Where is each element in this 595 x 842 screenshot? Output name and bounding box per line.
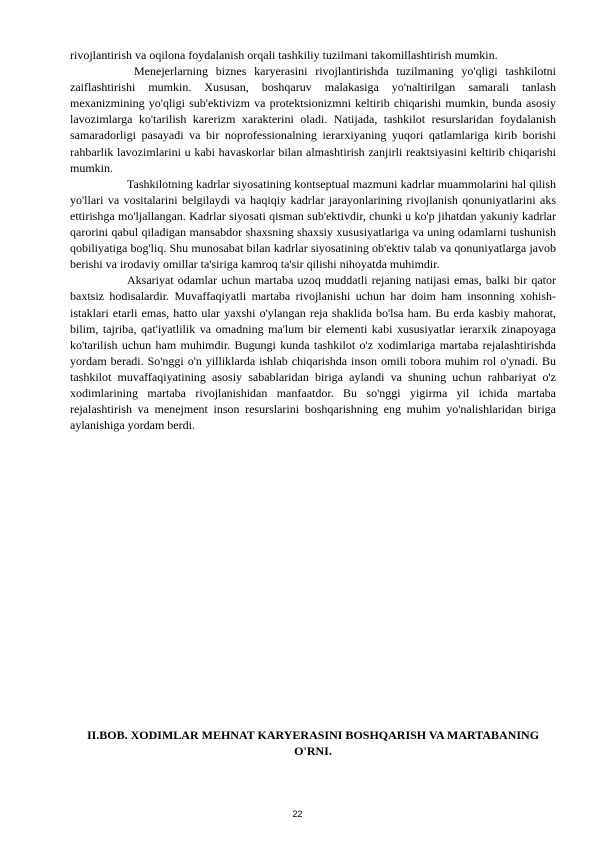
paragraph-career-planning: Aksariyat odamlar uchun martaba uzoq muddatli rejaning natijasi emas, balki bir qator baxtsiz hodisalardir. Muvaffaqiyatli martaba rivojlanishi uchun har doim ham insonning xohish-istaklari etarli emas, hatto ular yaxshi o'ylangan reja shaklida bo'lsa ham. Bu erda kasbiy mahorat, bilim, tajriba, qat'iyatlilik va omadning ma'lum bir elementi kabi xususiyatlar ierarxik zinapoyaga ko'tarilish uchun ham muhimdir. Bugungi kunda tashkilot o'z xodimlariga martaba rejalashtirishda yordam beradi. So'nggi o'n yilliklarda ishlab chiqarishda inson omili tobora muhim rol o'ynadi. Bu tashkilot muvaffaqiyatining asosiy sabablaridan biriga aylandi va shuning uchun rahbariyat o'z xodimlarining martaba rivojlanishidan manfaatdor. Bu so'nggi yigirma yil ichida martaba rejalashtirish va menejment inson resurslarini boshqarishning eng muhim yo'nalishlaridan biriga aylanishiga yordam berdi. bbox=[70, 273, 556, 433]
paragraph-career-structure: Menejerlarning biznes karyerasini rivojlantirishda tuzilmaning yo'qligi tashkilotni zaiflashtirishi mumkin. Xususan, boshqaruv malakasiga yo'naltirilgan samarali tanlash mexanizmining yo'qligi sub'ektivizm va protektsionizmni keltirib chiqarishi mumkin, bunda asosiy lavozimlarga ko'tarilish karerizm xarakterini oladi. Natijada, tashkilot resurslaridan foydalanish samaradorligi pasayadi va bir noprofessionalning ierarxiyaning yuqori qatlamlariga kirib borishi rahbarlik lavozimlarini u kabi havaskorlar bilan almashtirish zanjirli reaktsiyasini keltirib chiqarishi mumkin. bbox=[70, 64, 556, 175]
paragraph-personnel-policy: Tashkilotning kadrlar siyosatining kontseptual mazmuni kadrlar muammolarini hal qilish yo'llari va vositalarini belgilaydi va haqiqiy kadrlar jarayonlarining rivojlanish qonuniyatlarini aks ettirishga mo'ljallangan. Kadrlar siyosati qisman sub'ektivdir, chunki u ko'p jihatdan yakuniy kadrlar qarorini qabul qiladigan mansabdor shaxsning shaxsiy xususiyatlariga va uning odamlarni tushunish qobiliyatiga bog'liq. Shu munosabat bilan kadrlar siyosatining ob'ektiv talab va qonuniyatlarga javob berishi va irodaviy omillar ta'siriga kamroq ta'sir qilishi nihoyatda muhimdir. bbox=[70, 176, 556, 272]
chapter-heading: II.BOB. XODIMLAR MEHNAT KARYERASINI BOSHQARISH VA MARTABANING O'RNI. bbox=[86, 728, 540, 758]
body-text bbox=[70, 47, 556, 433]
page-number: 22 bbox=[292, 809, 303, 819]
paragraph-continuation: rivojlantirish va oqilona foydalanish orqali tashkiliy tuzilmani takomillashtirish mumkin. bbox=[70, 48, 498, 62]
